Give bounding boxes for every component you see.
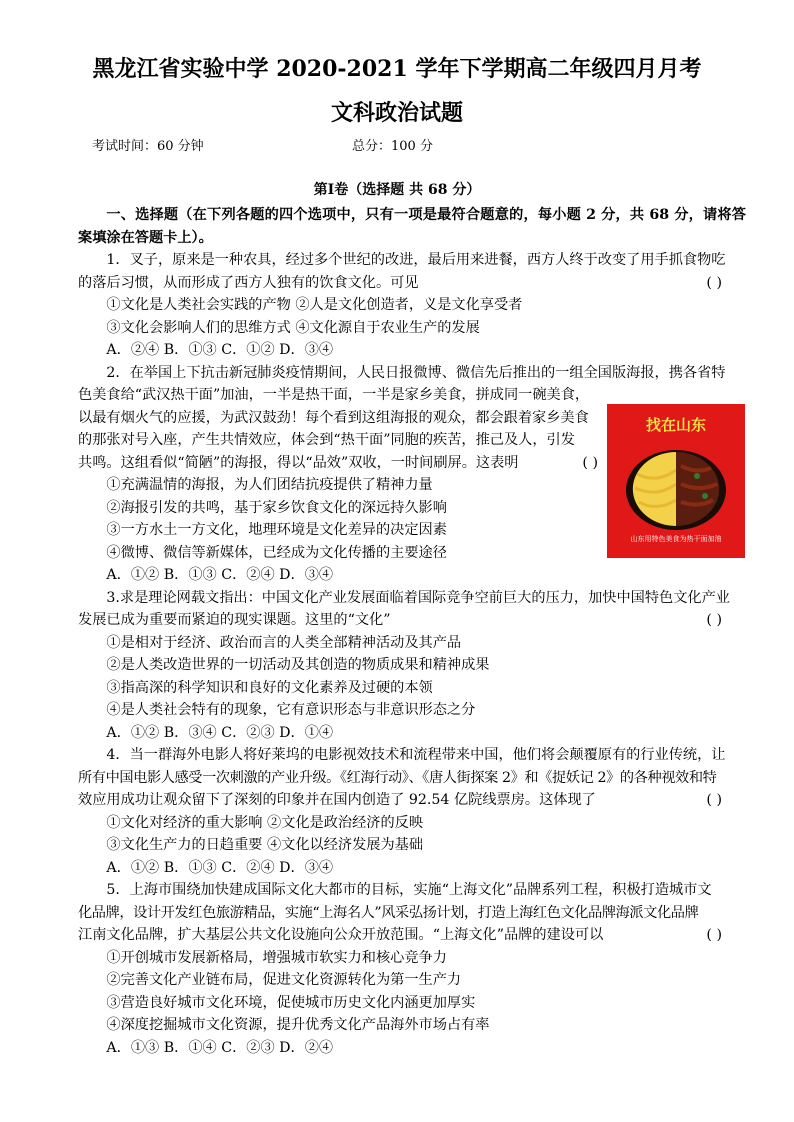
q3-option: ①是相对于经济、政治而言的人类全部精神活动及其产品 xyxy=(106,634,462,651)
q5-option: ②完善文化产业链布局，促进文化资源转化为第一生产力 xyxy=(106,972,462,988)
q3-answer-choices: A．①② B．③④ C．②③ D．①④ xyxy=(106,724,334,741)
q3-option: ②是人类改造世界的一切活动及其创造的物质成果和精神成果 xyxy=(106,657,490,673)
q2-answer-choices: A．①② B．①③ C．②④ D．③④ xyxy=(106,567,334,583)
exam-time: 考试时间：60 分钟 xyxy=(92,139,204,154)
q1-stem-end: 的落后习惯，从而形成了西方人独有的饮食文化。可见 xyxy=(78,274,419,291)
q4-option-row: ③文化生产力的日趋重要 ④文化以经济发展为基础 xyxy=(106,837,424,853)
q4-stem-end: 效应用成功让观众留下了深刻的印象并在国内创造了 92.54 亿院线票房。这体现了 xyxy=(78,792,596,808)
q2-line: 2．在举国上下抗击新冠肺炎疫情期间，人民日报微博、微信先后推出的一组全国版海报，携各省特 xyxy=(106,364,726,381)
q5-line: 化品牌，设计开发红色旅游精品，实施“上海名人”风采弘扬计划，打造上海红色文化品牌海派文化品牌 xyxy=(78,904,699,921)
exam-title: 黑龙江省实验中学 2020-2021 学年下学期高二年级四月月考 xyxy=(92,56,702,82)
q5-option: ④深度挖掘城市文化资源，提升优秀文化产品海外市场占有率 xyxy=(106,1017,490,1033)
answer-paren: ( ) xyxy=(706,792,722,808)
q2-option: ②海报引发的共鸣，基于家乡饮食文化的深远持久影响 xyxy=(106,499,447,516)
q5-option: ③营造良好城市文化环境，促使城市历史文化内涵更加厚实 xyxy=(106,994,476,1011)
shandong-poster-image xyxy=(607,404,745,558)
section-title: 第Ⅰ卷（选择题 共 68 分） xyxy=(313,182,481,198)
q3-line xyxy=(78,609,746,632)
q3-stem-end: 发展已成为重要而紧迫的现实课题。这里的“文化” xyxy=(78,612,391,628)
question-body xyxy=(78,204,746,1059)
q2-stem-end: 共鸣。这组看似“简陋”的海报，得以“品效”双收，一时间刷屏。这表明 xyxy=(78,454,519,471)
q5-line: 5．上海市围绕加快建成国际文化大都市的目标，实施“上海文化”品牌系列工程，积极打造城市文 xyxy=(106,882,712,898)
section-instruction: 一、选择题（在下列各题的四个选项中，只有一项是最符合题意的，每小题 2 分，共 68 分，请将答案填涂在答题卡上）。 xyxy=(78,207,746,246)
q2-option: ①充满温情的海报，为人们团结抗疫提供了精神力量 xyxy=(106,477,433,493)
answer-paren: ( ) xyxy=(706,612,722,628)
q4-line: 4．当一群海外电影人将好莱坞的电影视效技术和流程带来中国，他们将会颠覆原有的行业传统，让 xyxy=(106,747,726,763)
q5-stem-end: 江南文化品牌，扩大基层公共文化设施向公众开放范围。“上海文化”品牌的建设可以 xyxy=(78,927,604,943)
exam-subtitle: 文科政治试题 xyxy=(330,100,463,126)
poster-caption: 山东用特色美食为热干面加油 xyxy=(630,535,722,543)
q1-option-row: ③文化会影响人们的思维方式 ④文化源自于农业生产的发展 xyxy=(106,319,480,336)
question-5 xyxy=(78,879,746,1059)
q2-option: ③一方水土一方文化，地理环境是文化差异的决定因素 xyxy=(106,522,447,538)
question-3 xyxy=(78,587,746,745)
q1-line: 1．叉子，原来是一种农具，经过多个世纪的改进，最后用来进餐，西方人终于改变了用手抓食物吃 xyxy=(106,252,726,268)
q2-option: ④微博、微信等新媒体，已经成为文化传播的主要途径 xyxy=(106,544,447,561)
answer-paren: ( ) xyxy=(582,454,598,471)
q1-option-row: ①文化是人类社会实践的产物 ②人是文化创造者，义是文化享受者 xyxy=(106,297,523,313)
q4-option-row: ①文化对经济的重大影响 ②文化是政治经济的反映 xyxy=(106,814,424,831)
q2-line xyxy=(78,452,598,475)
answer-paren: ( ) xyxy=(706,927,722,943)
q3-line: 3.求是理论网载文指出：中国文化产业发展面临着国际竞争空前巨大的压力，加快中国特色文化产业 xyxy=(106,589,730,606)
q1-answer-choices: A．②④ B．①③ C．①② D．③④ xyxy=(106,342,334,358)
q5-answer-choices: A．①③ B．①④ C．②③ D．②④ xyxy=(106,1039,334,1056)
q4-answer-choices: A．①② B．①③ C．②④ D．③④ xyxy=(106,859,334,876)
q1-line xyxy=(78,272,746,295)
q2-line: 以最有烟火气的应援，为武汉鼓劲！每个看到这组海报的观众，都会跟着家乡美食 xyxy=(78,409,589,426)
q3-option: ③指高深的科学知识和良好的文化素养及过硬的本领 xyxy=(106,679,433,696)
q3-option: ④是人类社会特有的现象，它有意识形态与非意识形态之分 xyxy=(106,702,476,718)
q2-line: 的那张对号入座，产生共情效应，体会到“热干面”同胞的疾苦，推己及人，引发 xyxy=(78,432,575,448)
q5-line xyxy=(78,924,746,947)
q4-line: 所有中国电影人感受一次刺激的产业升级。《红海行动》、《唐人街探案 2》和《捉妖记 2》的各种视效和特 xyxy=(78,769,717,786)
q5-option: ①开创城市发展新格局，增强城市软实力和核心竞争力 xyxy=(106,949,447,966)
answer-paren: ( ) xyxy=(706,274,722,291)
total-score: 总分：100 分 xyxy=(352,139,433,154)
poster-title: 找在山东 xyxy=(645,416,706,434)
q4-line xyxy=(78,789,746,812)
question-4 xyxy=(78,744,746,879)
question-1 xyxy=(78,249,746,362)
q2-line: 色美食给“武汉热干面”加油，一半是热干面，一半是家乡美食，拼成同一碗美食， xyxy=(78,387,590,403)
